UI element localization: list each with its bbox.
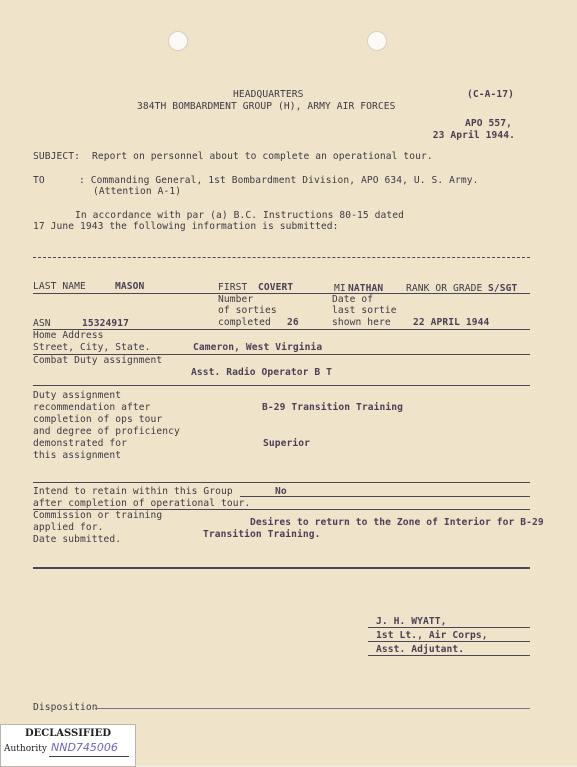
asn-label: ASN: [33, 318, 51, 329]
sorties-label-1: Number: [218, 294, 254, 305]
mi-value: NATHAN: [348, 283, 384, 294]
last-sortie-label-1: Date of: [332, 294, 374, 305]
combat-value: Asst. Radio Operator B T: [191, 367, 333, 378]
rank-value: S/SGT: [488, 283, 518, 294]
rule-combat: [33, 385, 530, 386]
mi-label: MI: [334, 283, 346, 294]
to-line1: : Commanding General, 1st Bombardment Division, APO 634, U. S. Army.: [79, 175, 479, 186]
rule-duty: [33, 482, 530, 483]
retain-value: No: [275, 486, 287, 497]
punch-hole-right: [367, 31, 387, 51]
rule-asn: [33, 329, 530, 330]
sorties-label-3: completed: [218, 317, 271, 328]
header-date: 23 April 1944.: [432, 130, 515, 141]
duty-label-2: recommendation after: [33, 402, 151, 413]
rule-sig-3: [368, 655, 530, 656]
duty-label-3: completion of ops tour: [33, 414, 163, 425]
divider-top: [33, 257, 530, 258]
to-line2: (Attention A-1): [93, 186, 182, 197]
intro-line1: In accordance with par (a) B.C. Instructions 80-15 dated: [75, 210, 405, 221]
rule-retain: [240, 496, 530, 497]
duty-label-5: demonstrated for: [33, 438, 128, 449]
sorties-label-2: of sorties: [218, 305, 277, 316]
declassified-stamp: [0, 724, 136, 767]
last-name-value: MASON: [115, 281, 145, 292]
duty-label-4: and degree of proficiency: [33, 426, 180, 437]
sorties-value: 26: [287, 317, 299, 328]
last-sortie-label-3: shown here: [332, 317, 391, 328]
form-code: (C-A-17): [467, 89, 515, 100]
rule-bottom: [33, 567, 530, 569]
intro-line2: 17 June 1943 the following information is submitted:: [33, 221, 339, 232]
commission-line-2: Transition Training.: [203, 529, 321, 540]
proficiency-value: Superior: [263, 438, 311, 449]
authority-label: Authority: [4, 744, 48, 754]
authority-underline: [49, 756, 129, 757]
combat-label: Combat Duty assignment: [33, 355, 163, 366]
signature-name: J. H. WYATT,: [376, 616, 447, 627]
signature-title: Asst. Adjutant.: [376, 644, 465, 655]
retain-label-1: Intend to retain within this Group: [33, 486, 233, 497]
header-line1: HEADQUARTERS: [233, 89, 304, 100]
rule-sig-2: [368, 641, 530, 642]
authority-number: NND745006: [51, 741, 118, 754]
to-label: TO: [33, 175, 45, 186]
signature-rank: 1st Lt., Air Corps,: [376, 630, 488, 641]
commission-line-1: Desires to return to the Zone of Interior for B-29: [250, 517, 544, 528]
retain-label-2: after completion of operational tour.: [33, 498, 251, 509]
header-line2: 384TH BOMBARDMENT GROUP (H), ARMY AIR FORCES: [137, 101, 396, 112]
rule-sig-1: [368, 627, 530, 628]
home-label-2: Street, City, State.: [33, 342, 151, 353]
subject-text: Report on personnel about to complete an operational tour.: [92, 151, 433, 162]
rule-name: [33, 293, 530, 294]
apo: APO 557,: [464, 118, 512, 129]
asn-value: 15324917: [82, 318, 130, 329]
duty-label-1: Duty assignment: [33, 390, 122, 401]
duty-label-6: this assignment: [33, 450, 122, 461]
home-label-1: Home Address: [33, 330, 104, 341]
commission-label-2: applied for.: [33, 522, 104, 533]
last-name-label: LAST NAME: [33, 281, 86, 292]
rule-disposition: [95, 708, 530, 709]
last-sortie-value: 22 APRIL 1944: [413, 317, 490, 328]
first-name-label: FIRST: [218, 282, 248, 293]
first-name-value: COVERT: [258, 282, 294, 293]
rank-label: RANK OR GRADE: [406, 283, 483, 294]
home-value: Cameron, West Virginia: [193, 342, 323, 353]
commission-label-3: Date submitted.: [33, 534, 122, 545]
duty-recommendation: B-29 Transition Training: [262, 402, 404, 413]
commission-label-1: Commission or training: [33, 510, 163, 521]
last-sortie-label-2: last sortie: [332, 305, 397, 316]
punch-hole-left: [168, 31, 188, 51]
subject-label: SUBJECT:: [33, 151, 81, 162]
disposition-label: Disposition: [33, 702, 98, 713]
declassified-title: DECLASSIFIED: [24, 728, 111, 739]
